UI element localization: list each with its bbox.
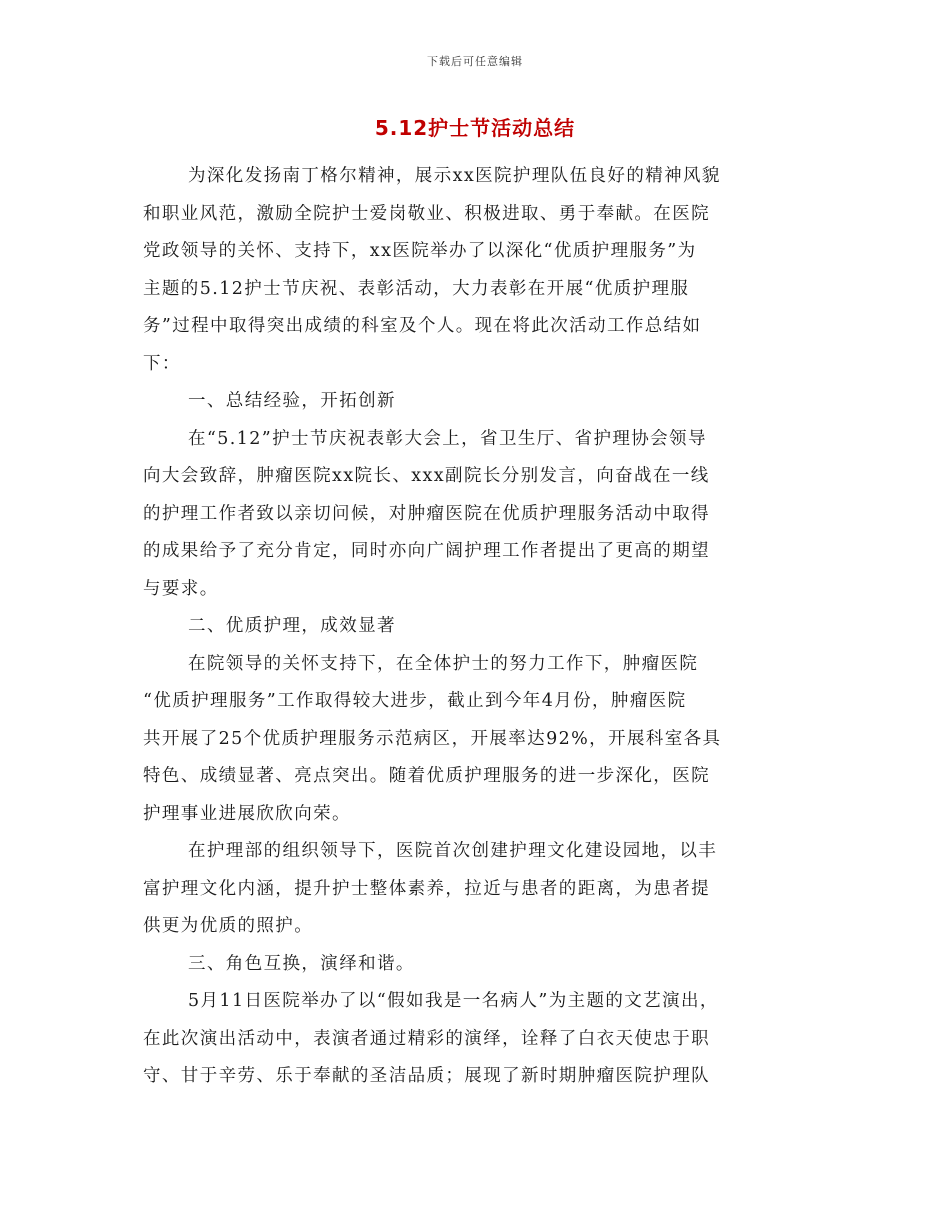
body-text-line: 特色、成绩显著、亮点突出。随着优质护理服务的进一步深化，医院 <box>143 766 710 786</box>
body-text-line: 和职业风范，激励全院护士爱岗敬业、积极进取、勇于奉献。在医院 <box>143 203 710 224</box>
body-text-line: 供更为优质的照护。 <box>143 916 314 936</box>
body-text-line: 三、角色互换，演绎和谐。 <box>188 953 415 974</box>
body-text-line: 下： <box>143 353 181 374</box>
body-text-line: 的护理工作者致以亲切问候，对肿瘤医院在优质护理服务活动中取得 <box>143 503 710 524</box>
document-title: 5.12护士节活动总结 <box>374 116 576 140</box>
body-text-line: 务”过程中取得突出成绩的科室及个人。现在将此次活动工作总结如 <box>143 316 702 336</box>
document-body <box>143 158 808 1096</box>
body-text-line: 在护理部的组织领导下，医院首次创建护理文化建设园地，以丰 <box>188 841 718 861</box>
body-text-line: 护理事业进展欣欣向荣。 <box>143 803 351 824</box>
body-text-line: 在此次演出活动中，表演者通过精彩的演绎，诠释了白衣天使忠于职 <box>143 1028 710 1049</box>
body-text-line: 党政领导的关怀、支持下，xx医院举办了以深化“优质护理服务”为 <box>143 241 697 261</box>
body-text-line: 二、优质护理，成效显著 <box>188 616 396 636</box>
body-text-line: 5月11日医院举办了以“假如我是一名病人”为主题的文艺演出， <box>188 991 719 1011</box>
body-text-line: 为深化发扬南丁格尔精神，展示xx医院护理队伍良好的精神风貌 <box>188 166 721 186</box>
body-text-line: 与要求。 <box>143 578 219 599</box>
body-text-line: 在“5.12”护士节庆祝表彰大会上，省卫生厅、省护理协会领导 <box>188 428 707 449</box>
body-text-line: 富护理文化内涵，提升护士整体素养，拉近与患者的距离，为患者提 <box>143 878 710 899</box>
body-text-line: 主题的5.12护士节庆祝、表彰活动，大力表彰在开展“优质护理服 <box>143 278 690 299</box>
body-text-line: 守、甘于辛劳、乐于奉献的圣洁品质；展现了新时期肿瘤医院护理队 <box>143 1066 710 1086</box>
body-text-line: 的成果给予了充分肯定，同时亦向广阔护理工作者提出了更高的期望 <box>143 541 710 561</box>
body-text-line: 共开展了25个优质护理服务示范病区，开展率达92%，开展科室各具 <box>143 728 722 749</box>
body-text-line: 一、总结经验，开拓创新 <box>188 391 396 411</box>
body-text-line: 向大会致辞，肿瘤医院xx院长、xxx副院长分别发言，向奋战在一线 <box>143 466 710 486</box>
page-header-note: 下载后可任意编辑 <box>427 55 523 68</box>
body-text-line: “优质护理服务”工作取得较大进步，截止到今年4月份，肿瘤医院 <box>143 691 687 711</box>
body-text-line: 在院领导的关怀支持下，在全体护士的努力工作下，肿瘤医院 <box>188 653 699 674</box>
